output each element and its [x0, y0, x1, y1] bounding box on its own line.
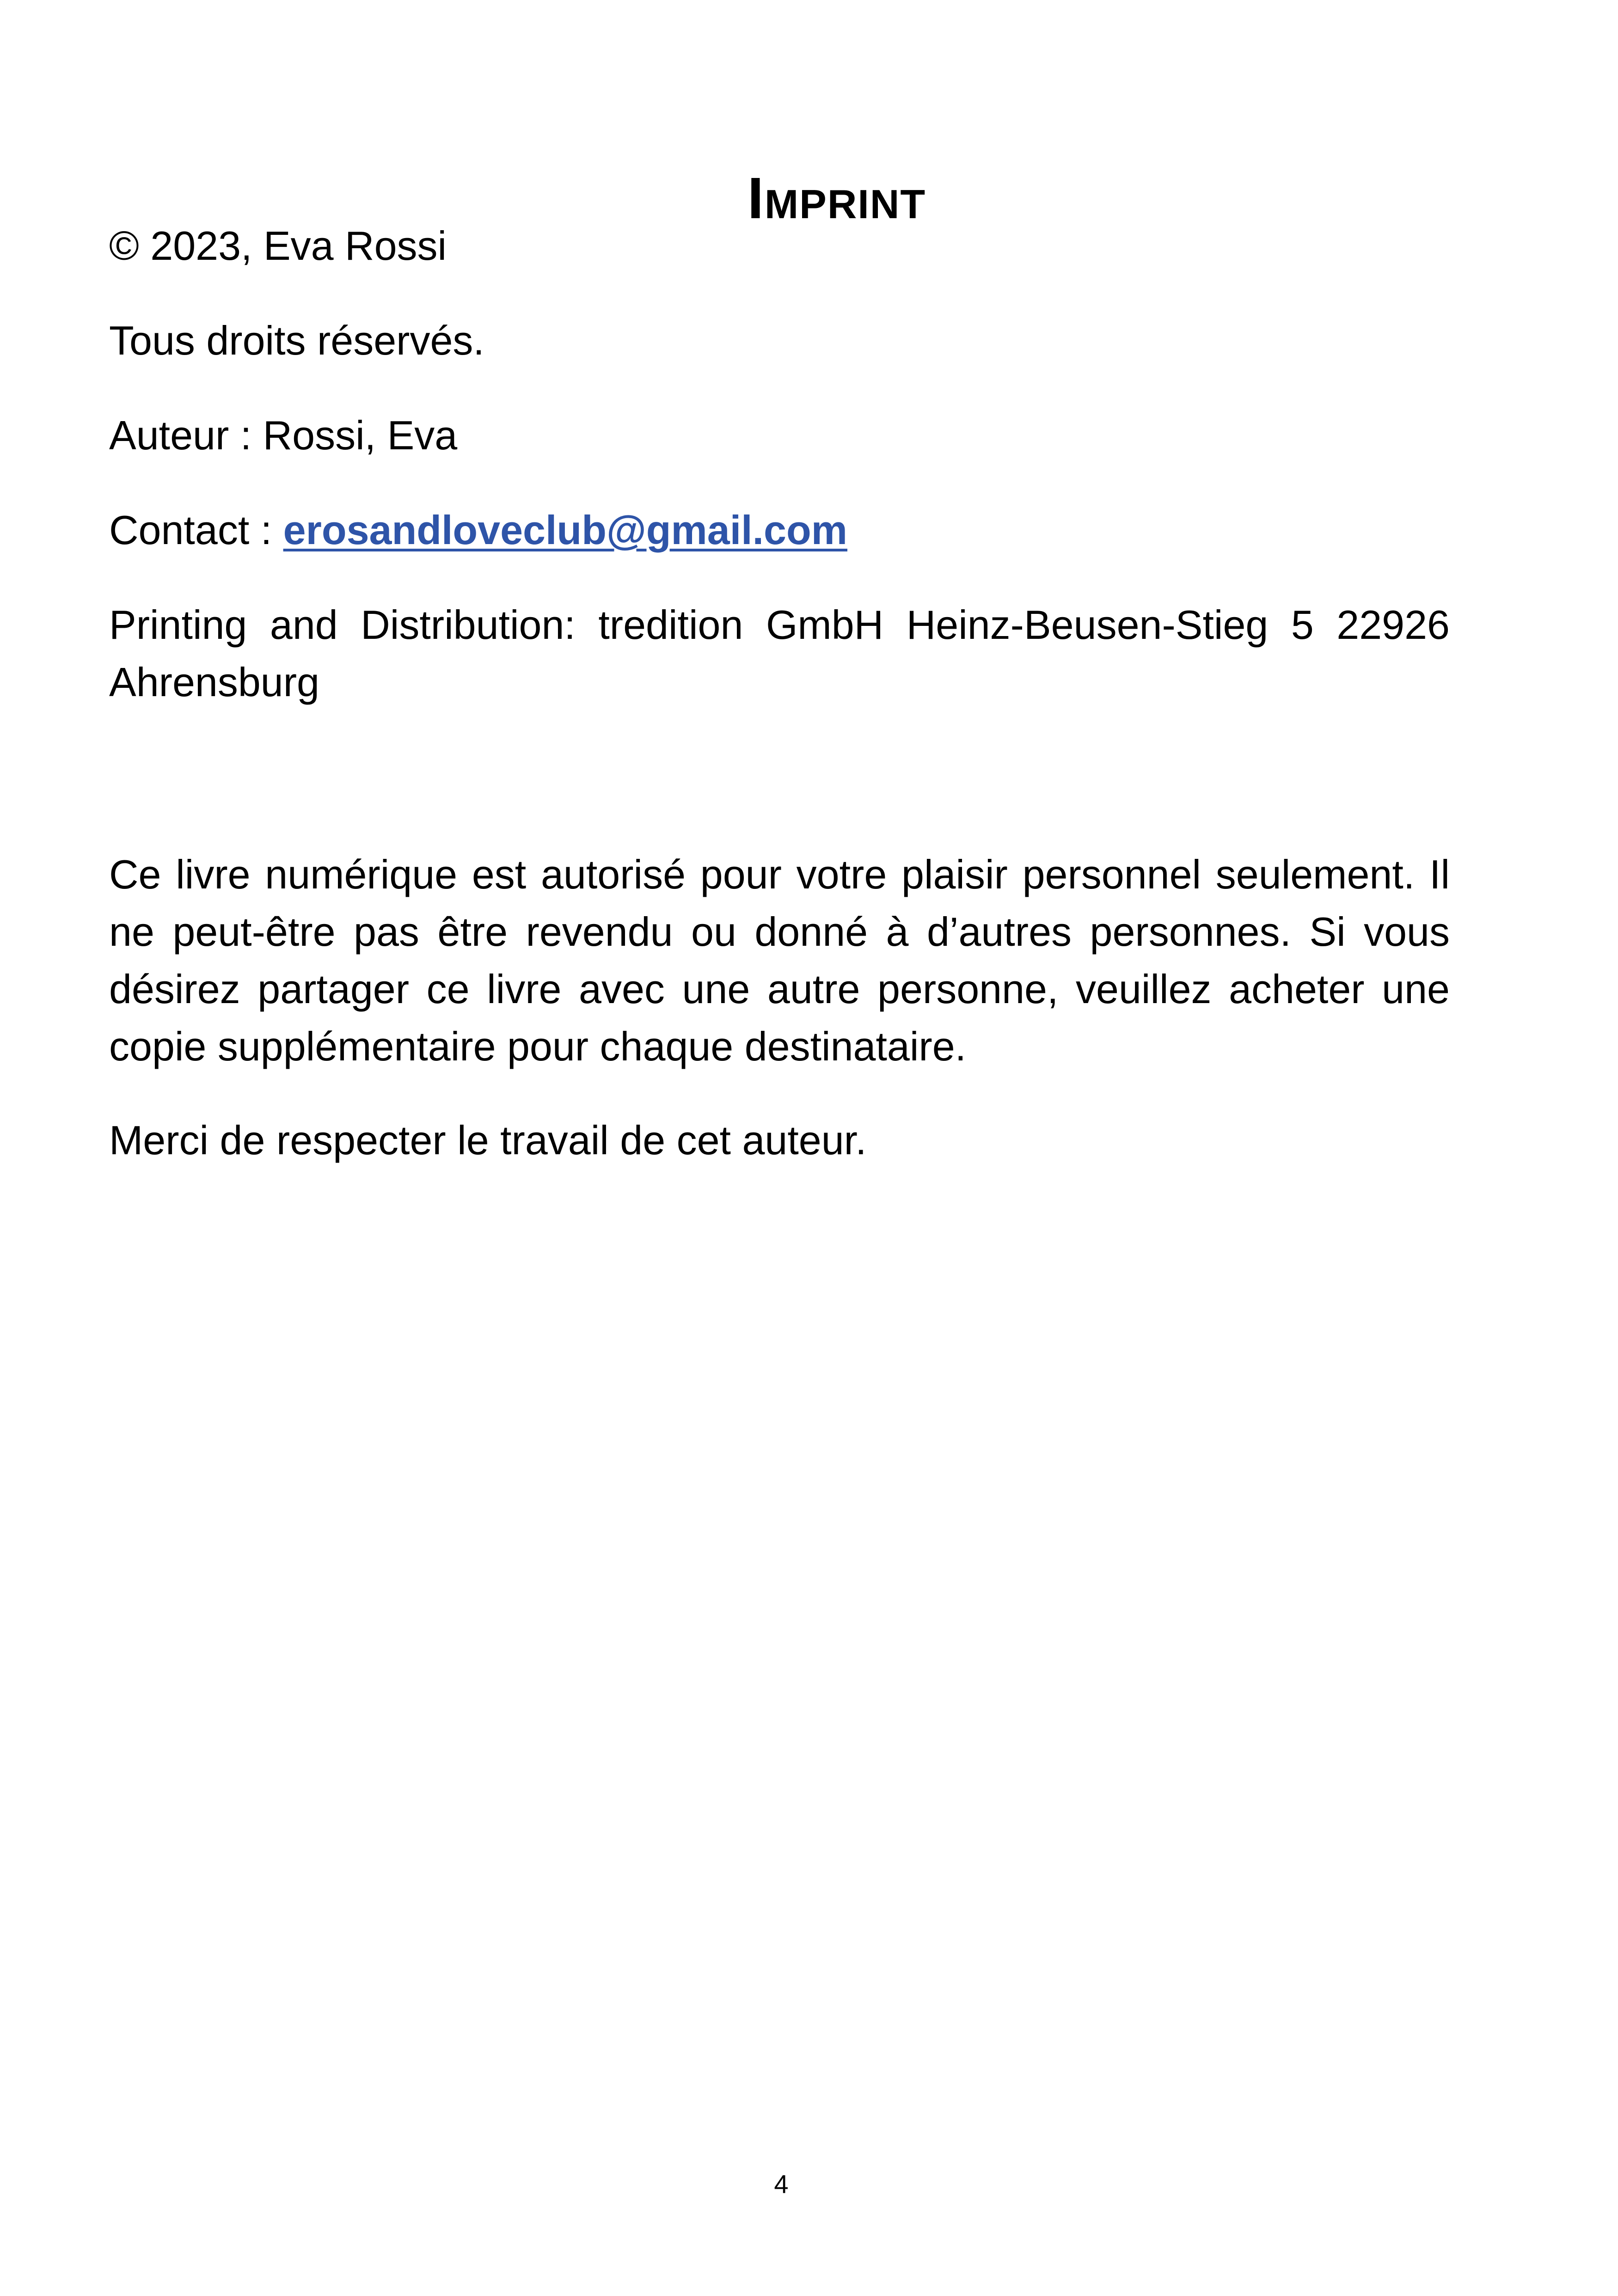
thanks-note: Merci de respecter le travail de cet auteur. — [109, 1117, 867, 1163]
page-number: 4 — [774, 2169, 789, 2198]
contact-label: Contact : — [109, 507, 283, 553]
printing-distribution: Printing and Distribution: tredition GmbH Heinz-Beusen-Stieg 5 22926 Ahrensburg — [109, 602, 1450, 705]
contact-line — [109, 502, 1450, 559]
contact-email-link[interactable]: erosandloveclub@gmail.com — [283, 507, 847, 553]
legal-notice: Ce livre numérique est autorisé pour votre plaisir personnel seulement. Il ne peut-être pas être revendu ou donné à d’autres personnes. Si vous désirez partager ce livre avec une autre personne, veuillez acheter une copie supplémentaire pour chaque destinataire. — [109, 851, 1450, 1069]
rights-statement: Tous droits réservés. — [109, 318, 484, 363]
author-line: Auteur : Rossi, Eva — [109, 412, 458, 458]
copyright-line: © 2023, Eva Rossi — [109, 223, 447, 269]
page-title: Imprint — [747, 165, 926, 231]
